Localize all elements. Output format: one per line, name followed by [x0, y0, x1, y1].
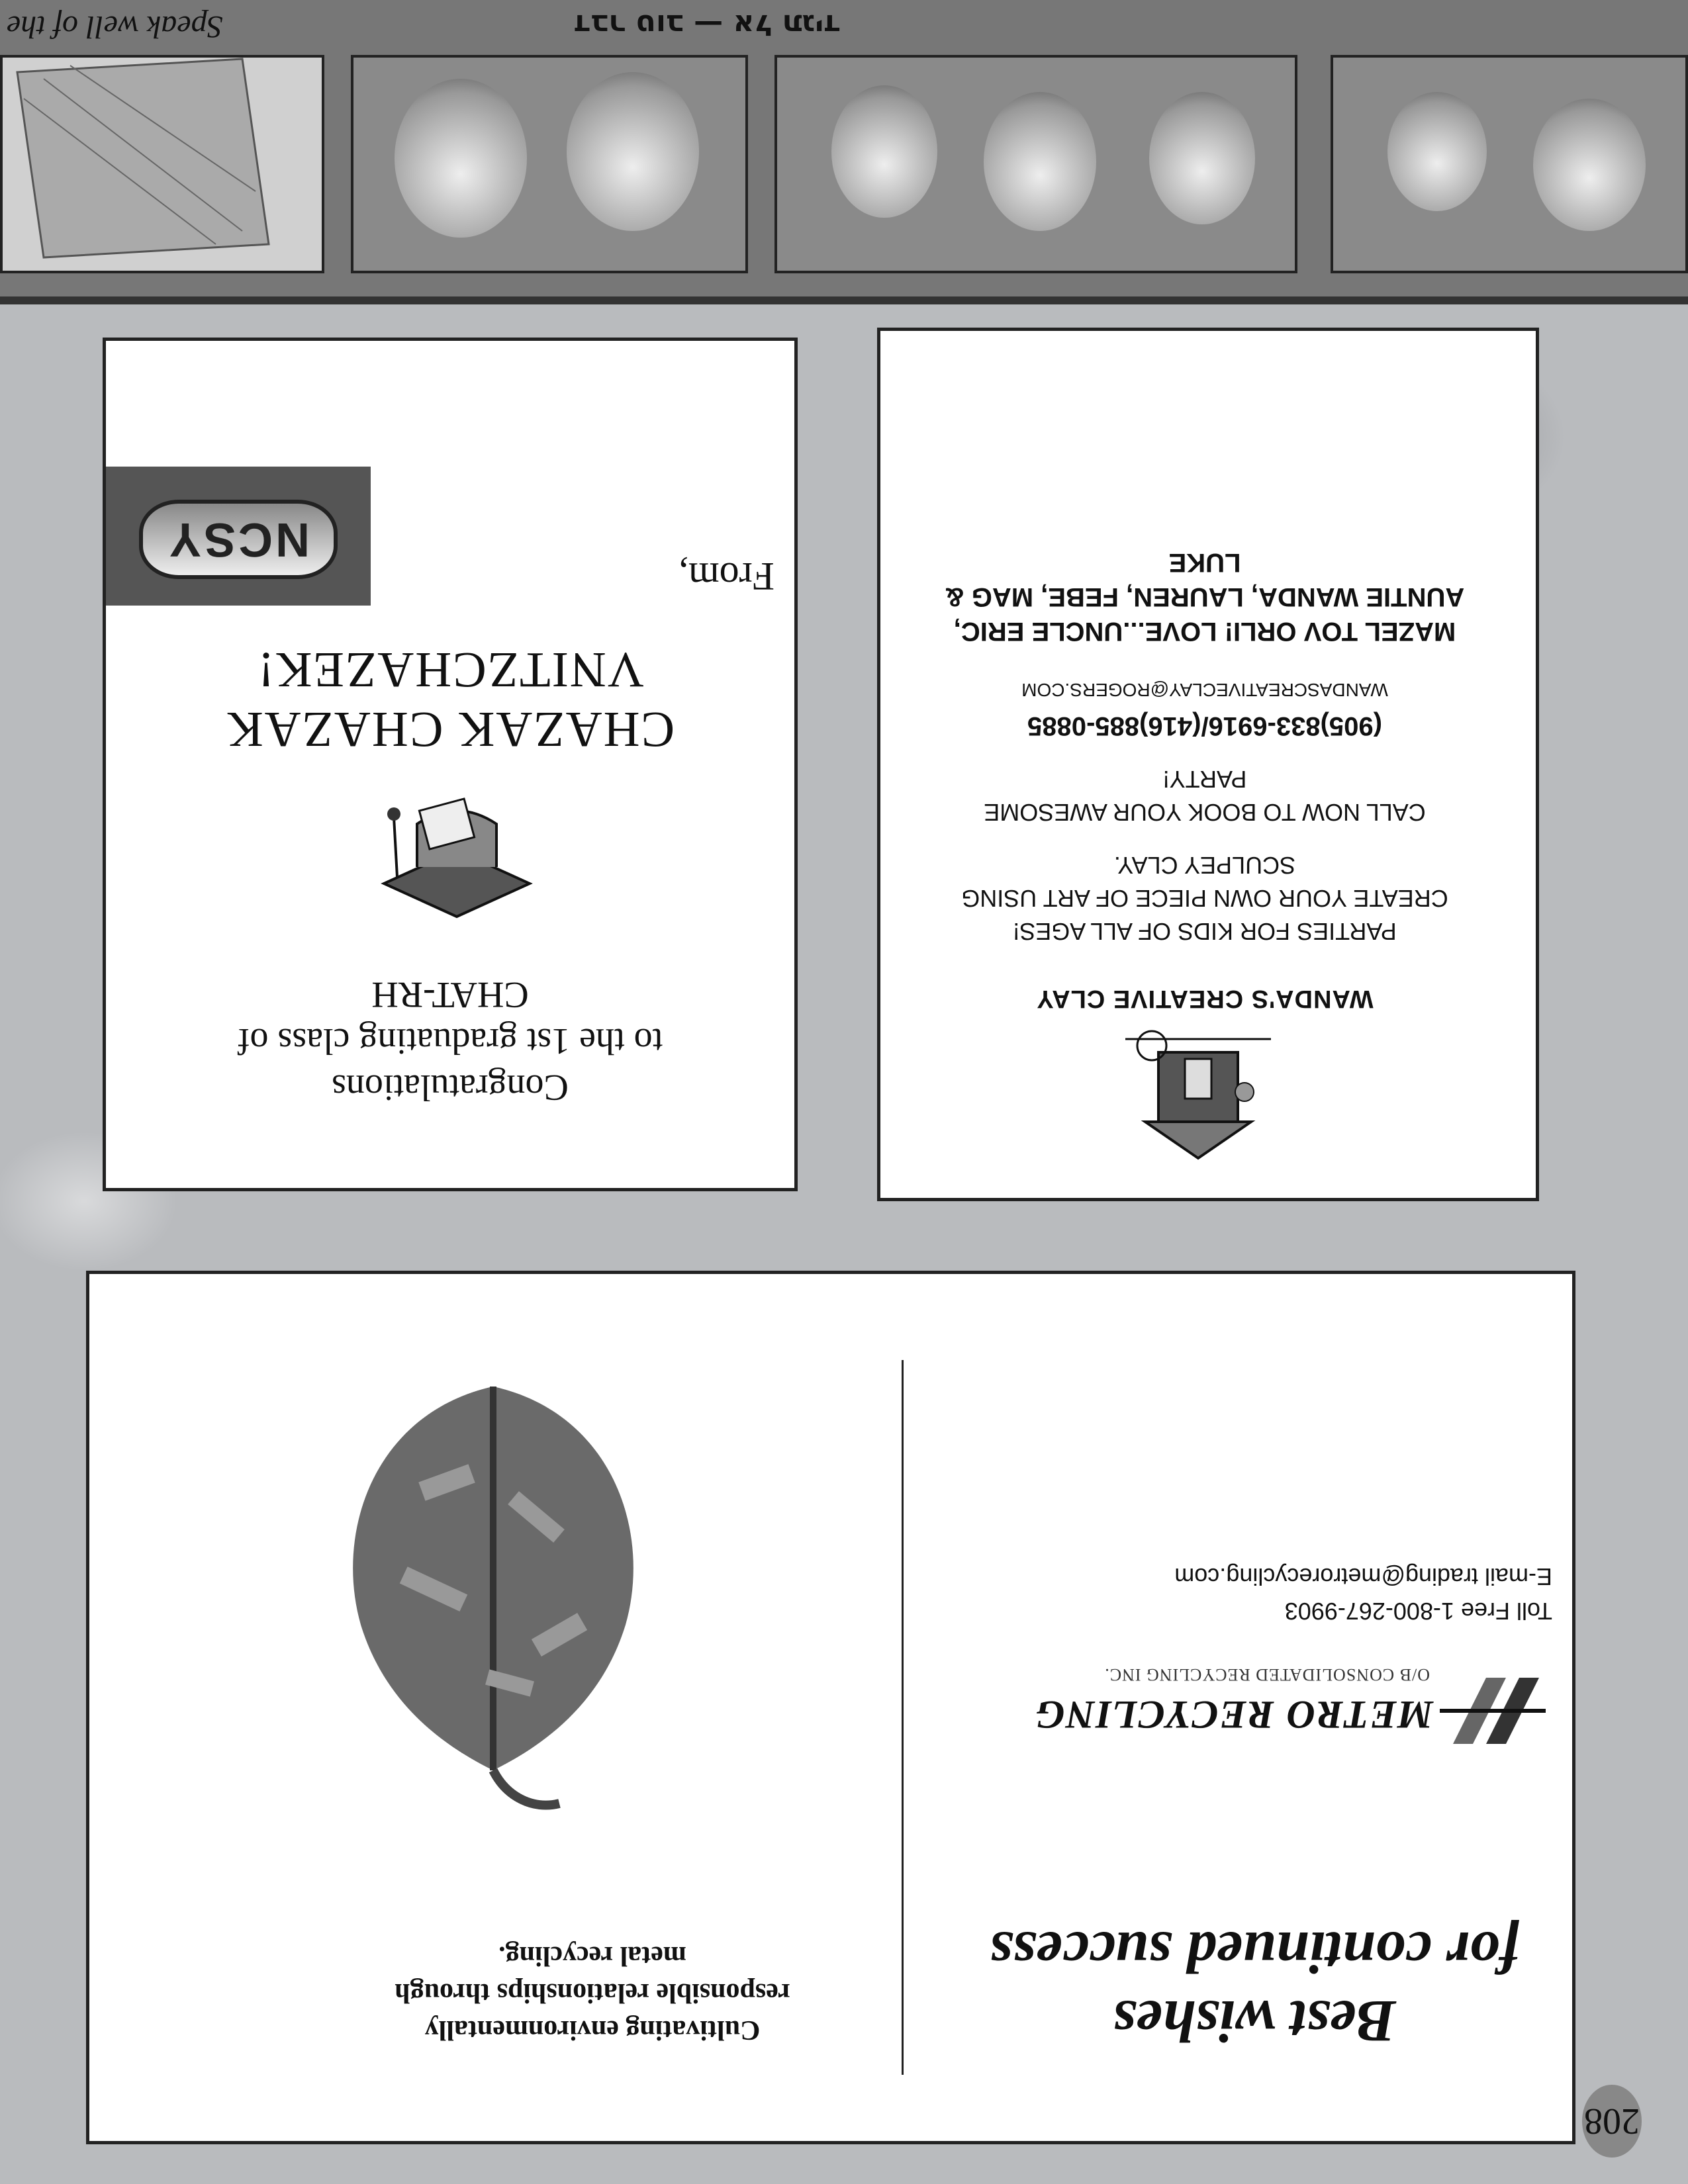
creative-clay-ad — [877, 328, 1539, 1201]
metro-tagline-line1: Cultivating environmentally — [424, 2015, 761, 2045]
clay-email: WANDASCREATIVECLAY@ROGERS.COM — [1021, 680, 1388, 700]
congratulations-ad — [103, 338, 798, 1191]
photo-2 — [774, 55, 1297, 273]
clay-line1: PARTIES FOR KIDS OF ALL AGES! — [1013, 918, 1397, 945]
photo-strip — [0, 0, 1688, 304]
metro-recycling-ad — [86, 1271, 1575, 2144]
caption-hebrew: דבר טוב — אל תגיד — [573, 8, 841, 42]
metro-logo-icon — [1440, 1671, 1546, 1751]
photo-face — [395, 79, 527, 238]
congrats-line5: VNITZCHAZEK! — [256, 642, 644, 698]
metro-email: E-mail trading@metrorecycling.com — [1174, 1563, 1552, 1590]
photo-4-scene — [0, 55, 322, 271]
congrats-line3: CHAT-RH — [371, 974, 529, 1015]
metro-right-panel — [89, 1274, 890, 2141]
clay-line3: SCULPEY CLAY. — [1113, 852, 1296, 879]
photo-3 — [351, 55, 748, 273]
photo-face — [1387, 92, 1487, 211]
graduation-cap-icon — [371, 778, 543, 950]
metro-tagline-line3: metal recycling. — [498, 1940, 686, 1971]
clay-line5: PARTY! — [1162, 766, 1247, 793]
metro-tagline — [334, 1937, 851, 2048]
metro-divider — [902, 1360, 904, 2075]
metro-left-panel — [910, 1274, 1572, 2141]
photo-4 — [0, 55, 324, 273]
best-wishes-headline — [963, 1917, 1546, 2055]
photo-face — [1149, 92, 1255, 224]
congrats-line4: CHAZAK CHAZAK — [225, 702, 675, 757]
metro-toll-free: Toll Free 1-800-267-9903 — [1284, 1598, 1552, 1625]
best-wishes-line2: for continued success — [989, 1919, 1520, 1985]
clay-house-icon — [1125, 1026, 1271, 1171]
photo-face — [984, 92, 1096, 231]
clay-mazel-line2: AUNTIE WANDA, LAUREN, FEBE, MAG & — [945, 582, 1465, 612]
photo-face — [567, 72, 699, 231]
metro-company-name: METRO RECYCLING — [1035, 1693, 1433, 1737]
ncsy-logo — [106, 467, 371, 606]
metro-tagline-line2: responsible relationships through — [395, 1978, 790, 2008]
photo-1 — [1331, 55, 1688, 273]
metro-company-sub: O/B CONSOLIDATED RECYCLING INC. — [1104, 1665, 1430, 1684]
congrats-line2: to the 1st graduating class of — [237, 1021, 663, 1062]
scrap-metal-leaf-icon — [321, 1360, 665, 1810]
clay-phone: (905)833-6916/(416)885-0885 — [1027, 711, 1382, 741]
ncsy-logo-text: NCSY — [139, 500, 338, 579]
clay-title: WANDA'S CREATIVE CLAY — [1036, 985, 1374, 1013]
best-wishes-line1: Best wishes — [1113, 1988, 1396, 2054]
page-number: 208 — [1582, 2085, 1642, 2158]
clay-mazel-line1: MAZEL TOV ORLI! LOVE...UNCLE ERIC, — [953, 617, 1456, 646]
clay-mazel-line3: LUKE — [1168, 548, 1241, 577]
photo-face — [1533, 99, 1646, 231]
clay-line4: CALL NOW TO BOOK YOUR AWESOME — [984, 799, 1426, 826]
clay-mazel-tov — [914, 545, 1496, 649]
caption-english: Speak well of the — [7, 9, 223, 44]
congrats-line1: Congratulations — [332, 1067, 569, 1108]
photo-face — [831, 85, 937, 218]
clay-line2: CREATE YOUR OWN PIECE OF ART USING — [961, 885, 1448, 912]
congrats-from: From, — [678, 555, 774, 598]
